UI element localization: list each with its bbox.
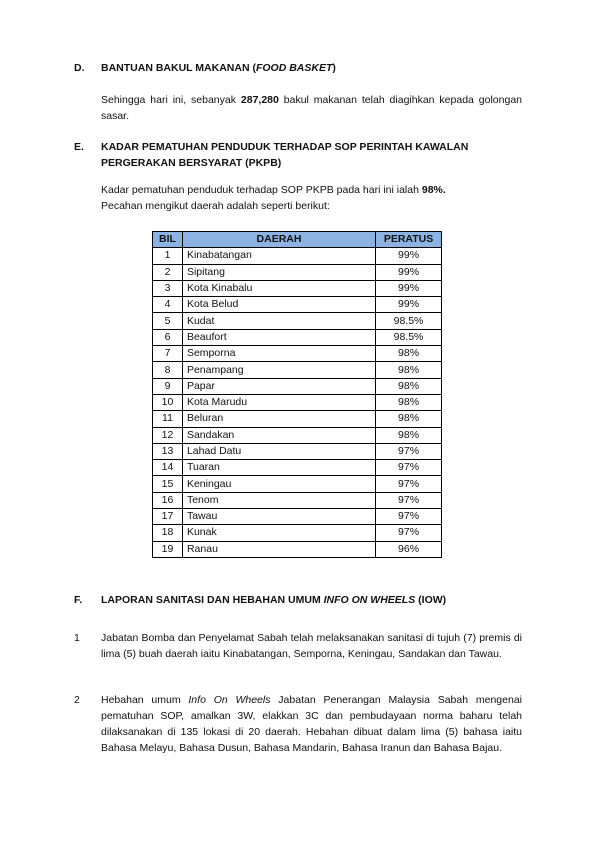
- cell-peratus: 98%: [376, 362, 442, 378]
- table-row: [153, 248, 442, 264]
- cell-bil: 13: [153, 443, 183, 459]
- section-f-letter: F.: [74, 594, 83, 606]
- section-d-title: BANTUAN BAKUL MAKANAN (FOOD BASKET): [101, 62, 336, 74]
- cell-bil: 11: [153, 411, 183, 427]
- cell-bil: 7: [153, 346, 183, 362]
- cell-peratus: 98%: [376, 427, 442, 443]
- table-row: [153, 460, 442, 476]
- cell-bil: 19: [153, 541, 183, 557]
- cell-daerah: Tuaran: [182, 460, 375, 476]
- cell-peratus: 99%: [376, 264, 442, 280]
- cell-bil: 16: [153, 492, 183, 508]
- cell-bil: 1: [153, 248, 183, 264]
- cell-daerah: Beaufort: [182, 329, 375, 345]
- cell-daerah: Ranau: [182, 541, 375, 557]
- cell-daerah: Semporna: [182, 346, 375, 362]
- cell-bil: 2: [153, 264, 183, 280]
- cell-daerah: Kota Kinabalu: [182, 280, 375, 296]
- cell-daerah: Kinabatangan: [182, 248, 375, 264]
- header-daerah: DAERAH: [182, 232, 375, 248]
- table-row: [153, 346, 442, 362]
- cell-daerah: Keningau: [182, 476, 375, 492]
- cell-bil: 3: [153, 280, 183, 296]
- table-row: [153, 297, 442, 313]
- table-row: [153, 509, 442, 525]
- cell-peratus: 96%: [376, 541, 442, 557]
- cell-daerah: Kota Belud: [182, 297, 375, 313]
- cell-peratus: 98%: [376, 378, 442, 394]
- item-1-number: 1: [74, 632, 80, 644]
- cell-peratus: 98%: [376, 346, 442, 362]
- table-row: [153, 264, 442, 280]
- cell-daerah: Sipitang: [182, 264, 375, 280]
- section-e-letter: E.: [74, 141, 84, 153]
- cell-peratus: 98%: [376, 394, 442, 410]
- table-row: [153, 362, 442, 378]
- table-row: [153, 427, 442, 443]
- cell-bil: 17: [153, 509, 183, 525]
- cell-daerah: Beluran: [182, 411, 375, 427]
- table-row: [153, 411, 442, 427]
- cell-peratus: 97%: [376, 509, 442, 525]
- cell-daerah: Sandakan: [182, 427, 375, 443]
- cell-peratus: 98%: [376, 411, 442, 427]
- cell-daerah: Kudat: [182, 313, 375, 329]
- table-row: [153, 394, 442, 410]
- table-header-row: [153, 232, 442, 248]
- header-peratus: PERATUS: [376, 232, 442, 248]
- cell-peratus: 99%: [376, 280, 442, 296]
- item-2-number: 2: [74, 694, 80, 706]
- table-row: [153, 541, 442, 557]
- cell-bil: 18: [153, 525, 183, 541]
- item-2-paragraph: Hebahan umum Info On Wheels Jabatan Penerangan Malaysia Sabah mengenai pematuhan SOP, amalkan 3W, elakkan 3C dan pembudayaan norma baharu telah dilaksanakan di 135 lokasi di 20 daerah. Hebahan dibuat dalam lima (5) bahasa iaitu Bahasa Melayu, Bahasa Dusun, Bahasa Mandarin, Bahasa Iranun dan Bahasa Bajau.: [101, 694, 522, 754]
- cell-bil: 6: [153, 329, 183, 345]
- section-f-title: LAPORAN SANITASI DAN HEBAHAN UMUM INFO ON WHEELS (IOW): [101, 594, 447, 606]
- cell-peratus: 97%: [376, 525, 442, 541]
- cell-peratus: 97%: [376, 492, 442, 508]
- cell-peratus: 98.5%: [376, 329, 442, 345]
- cell-peratus: 98.5%: [376, 313, 442, 329]
- cell-bil: 15: [153, 476, 183, 492]
- table-row: [153, 476, 442, 492]
- cell-peratus: 97%: [376, 443, 442, 459]
- cell-bil: 12: [153, 427, 183, 443]
- cell-daerah: Kunak: [182, 525, 375, 541]
- food-basket-count: 287,280: [240, 94, 279, 106]
- cell-bil: 8: [153, 362, 183, 378]
- cell-bil: 4: [153, 297, 183, 313]
- cell-daerah: Papar: [182, 378, 375, 394]
- table-row: [153, 280, 442, 296]
- cell-bil: 5: [153, 313, 183, 329]
- cell-peratus: 97%: [376, 476, 442, 492]
- table-row: [153, 492, 442, 508]
- cell-peratus: 99%: [376, 297, 442, 313]
- cell-bil: 14: [153, 460, 183, 476]
- table-body: [153, 248, 442, 558]
- cell-daerah: Lahad Datu: [182, 443, 375, 459]
- table-row: [153, 329, 442, 345]
- cell-peratus: 99%: [376, 248, 442, 264]
- table-row: [153, 313, 442, 329]
- cell-daerah: Penampang: [182, 362, 375, 378]
- cell-daerah: Tenom: [182, 492, 375, 508]
- section-e-paragraph: Kadar pematuhan penduduk terhadap SOP PKPB pada hari ini ialah 98%. Pecahan mengikut daerah adalah seperti berikut:: [101, 184, 446, 212]
- section-d-letter: D.: [74, 62, 85, 74]
- table-row: [153, 525, 442, 541]
- table-row: [153, 378, 442, 394]
- cell-bil: 9: [153, 378, 183, 394]
- compliance-table: [152, 231, 442, 558]
- section-d-paragraph: Sehingga hari ini, sebanyak 287,280 bakul makanan telah diagihkan kepada golongan sasar.: [101, 94, 522, 122]
- item-1-paragraph: Jabatan Bomba dan Penyelamat Sabah telah melaksanakan sanitasi di tujuh (7) premis di lima (5) buah daerah iaitu Kinabatangan, Semporna, Keningau, Sandakan dan Tawau.: [101, 632, 522, 660]
- table-row: [153, 443, 442, 459]
- cell-daerah: Tawau: [182, 509, 375, 525]
- cell-peratus: 97%: [376, 460, 442, 476]
- cell-daerah: Kota Marudu: [182, 394, 375, 410]
- cell-bil: 10: [153, 394, 183, 410]
- header-bil: BIL: [153, 232, 183, 248]
- section-e-title: KADAR PEMATUHAN PENDUDUK TERHADAP SOP PERINTAH KAWALAN PERGERAKAN BERSYARAT (PKPB): [101, 141, 469, 169]
- compliance-rate: 98%.: [421, 184, 446, 196]
